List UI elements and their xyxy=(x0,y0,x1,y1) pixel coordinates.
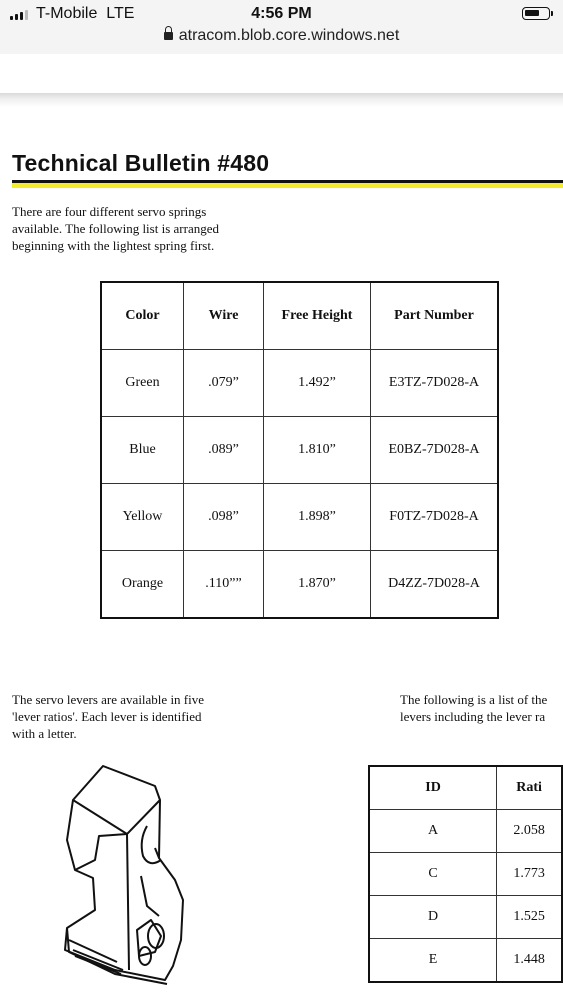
table-cell: E0BZ-7D028-A xyxy=(371,417,499,484)
carrier-label: T-Mobile LTE xyxy=(36,5,135,22)
ratio-list-paragraph: The following is a list of the levers including the lever ra xyxy=(400,692,548,724)
column-header: ID xyxy=(369,766,497,810)
table-cell: 1.898” xyxy=(264,484,371,551)
column-header: Color xyxy=(101,282,184,350)
table-cell: .110”” xyxy=(184,551,264,619)
address-bar[interactable] xyxy=(0,27,563,45)
table-cell: C xyxy=(369,853,497,896)
table-cell: Blue xyxy=(101,417,184,484)
table-cell: .098” xyxy=(184,484,264,551)
table-row xyxy=(369,810,562,853)
table-header-row xyxy=(101,282,498,350)
table-cell: D xyxy=(369,896,497,939)
table-row xyxy=(369,853,562,896)
servo-lever-illustration xyxy=(55,760,195,990)
table-cell: 1.525 xyxy=(497,896,562,939)
table-cell: .079” xyxy=(184,350,264,417)
table-cell: 2.058 xyxy=(497,810,562,853)
table-cell: F0TZ-7D028-A xyxy=(371,484,499,551)
table-cell: .089” xyxy=(184,417,264,484)
servo-springs-table xyxy=(100,281,499,619)
table-row xyxy=(101,350,498,417)
table-cell: 1.870” xyxy=(264,551,371,619)
column-header: Free Height xyxy=(264,282,371,350)
column-header: Part Number xyxy=(371,282,499,350)
url-text: atracom.blob.core.windows.net xyxy=(178,27,400,44)
table-cell: E3TZ-7D028-A xyxy=(371,350,499,417)
table-cell: 1.773 xyxy=(497,853,562,896)
table-row xyxy=(369,896,562,939)
title-accent-rule xyxy=(12,183,563,188)
levers-paragraph: The servo levers are available in five 'lever ratios'. Each lever is identified with a letter. xyxy=(12,692,205,741)
table-cell: A xyxy=(369,810,497,853)
table-row xyxy=(101,551,498,619)
table-cell: D4ZZ-7D028-A xyxy=(371,551,499,619)
page-top-divider xyxy=(0,93,563,107)
lever-ratio-table xyxy=(368,765,563,983)
table-header-row xyxy=(369,766,562,810)
table-cell: E xyxy=(369,939,497,983)
table-cell: 1.492” xyxy=(264,350,371,417)
table-row xyxy=(101,484,498,551)
table-cell: Orange xyxy=(101,551,184,619)
lock-icon xyxy=(164,32,173,40)
column-header: Wire xyxy=(184,282,264,350)
table-cell: Yellow xyxy=(101,484,184,551)
column-header: Rati xyxy=(497,766,562,810)
intro-paragraph: There are four different servo springs available. The following list is arranged beginning with the lightest spring first. xyxy=(12,204,219,253)
status-bar xyxy=(0,0,563,54)
bulletin-title: Technical Bulletin #480 xyxy=(12,150,270,176)
table-cell: Green xyxy=(101,350,184,417)
table-row xyxy=(101,417,498,484)
table-row xyxy=(369,939,562,983)
clock: 4:56 PM xyxy=(251,5,312,22)
battery-icon xyxy=(522,7,550,20)
table-cell: 1.448 xyxy=(497,939,562,983)
table-cell: 1.810” xyxy=(264,417,371,484)
